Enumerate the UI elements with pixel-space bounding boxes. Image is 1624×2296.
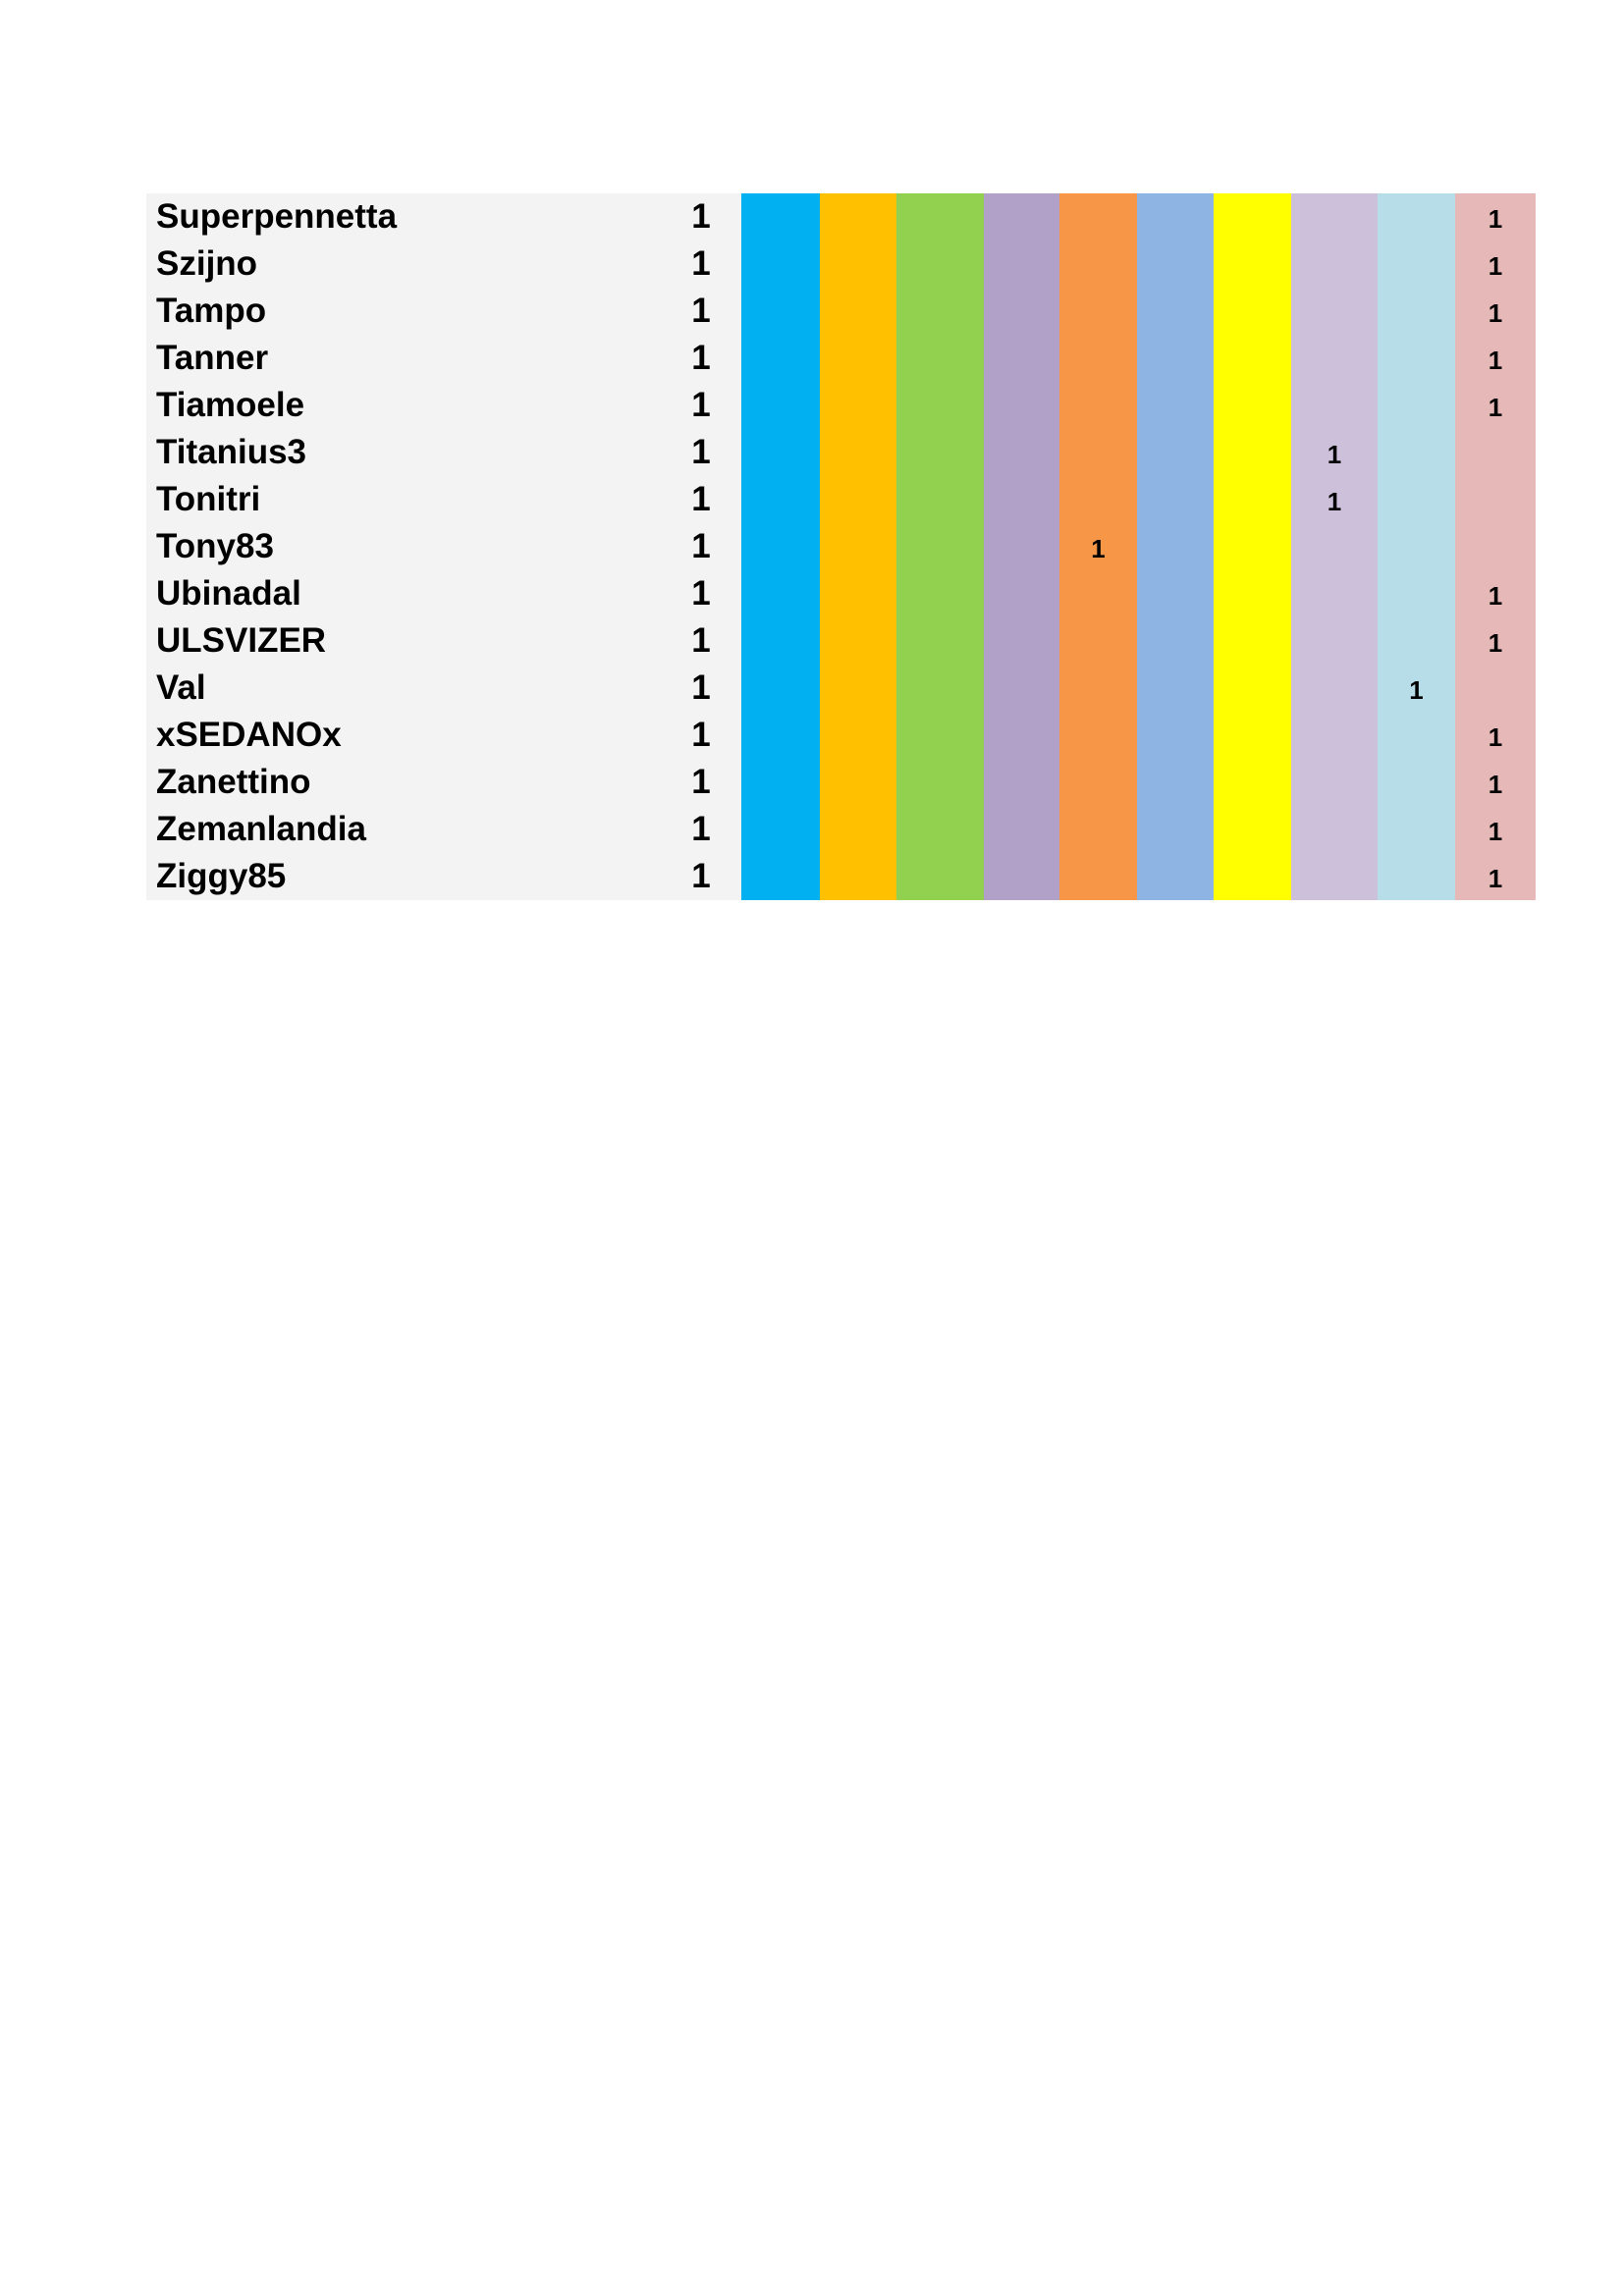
total-cell: 1 (691, 668, 711, 707)
player-name-cell: Zemanlandia (156, 810, 366, 848)
mark-cell: 1 (1488, 722, 1503, 752)
mark-cell: 1 (1488, 770, 1503, 799)
player-name-cell: Zanettino (156, 763, 311, 801)
total-cell: 1 (691, 574, 711, 613)
total-cell: 1 (691, 433, 711, 471)
mark-cell: 1 (1488, 346, 1503, 375)
table-row (146, 617, 1536, 665)
player-name-cell: Titanius3 (156, 433, 307, 471)
player-name-cell: Ubinadal (156, 574, 301, 613)
total-cell: 1 (691, 857, 711, 895)
table-row (146, 712, 1536, 759)
player-name-cell: xSEDANOx (156, 716, 342, 754)
player-name-cell: Val (156, 668, 206, 707)
mark-cell: 1 (1488, 251, 1503, 281)
mark-cell: 1 (1488, 581, 1503, 611)
mark-cell: 1 (1488, 817, 1503, 846)
table-row (146, 240, 1536, 288)
total-cell: 1 (691, 339, 711, 377)
mark-cell: 1 (1091, 534, 1106, 563)
mark-cell: 1 (1326, 440, 1342, 469)
mark-cell: 1 (1409, 675, 1424, 705)
total-cell: 1 (691, 480, 711, 518)
total-cell: 1 (691, 621, 711, 660)
table-row (146, 570, 1536, 617)
total-cell: 1 (691, 197, 711, 236)
table-row (146, 193, 1536, 240)
player-name-cell: Szijno (156, 244, 258, 283)
table-row (146, 476, 1536, 523)
player-name-cell: Ziggy85 (156, 857, 287, 895)
player-name-cell: Tanner (156, 339, 269, 377)
mark-cell: 1 (1488, 864, 1503, 893)
total-cell: 1 (691, 386, 711, 424)
mark-cell: 1 (1488, 298, 1503, 328)
player-name-cell: Tony83 (156, 527, 274, 565)
table-row (146, 806, 1536, 853)
total-cell: 1 (691, 763, 711, 801)
table-row (146, 335, 1536, 382)
mark-cell: 1 (1488, 628, 1503, 658)
table-row (146, 429, 1536, 476)
table-row (146, 523, 1536, 570)
table-row (146, 288, 1536, 335)
total-cell: 1 (691, 292, 711, 330)
player-name-cell: Tampo (156, 292, 267, 330)
total-cell: 1 (691, 716, 711, 754)
mark-cell: 1 (1488, 204, 1503, 234)
total-cell: 1 (691, 810, 711, 848)
player-name-cell: ULSVIZER (156, 621, 327, 660)
table-row (146, 665, 1536, 712)
mark-cell: 1 (1326, 487, 1342, 516)
player-name-cell: Tiamoele (156, 386, 305, 424)
table-row (146, 382, 1536, 429)
ranking-table (146, 193, 1536, 900)
table-row (146, 759, 1536, 806)
total-cell: 1 (691, 244, 711, 283)
table-row (146, 853, 1536, 900)
total-cell: 1 (691, 527, 711, 565)
player-name-cell: Superpennetta (156, 197, 398, 236)
player-name-cell: Tonitri (156, 480, 261, 518)
mark-cell: 1 (1488, 393, 1503, 422)
